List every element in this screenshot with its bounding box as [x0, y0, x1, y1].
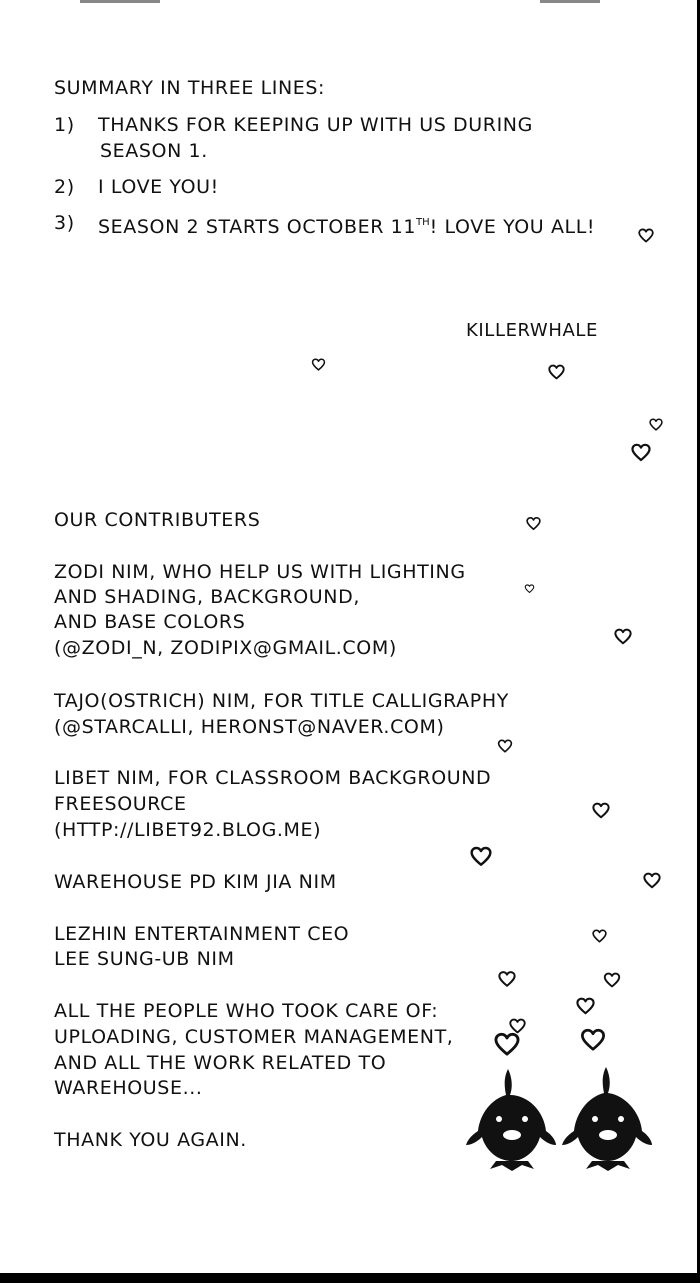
- contributor-line: UPLOADING, CUSTOMER MANAGEMENT,: [54, 1026, 454, 1048]
- summary-item-number: 2): [54, 176, 75, 198]
- heart-outline-icon: [494, 1032, 520, 1058]
- heart-outline-icon: [311, 358, 326, 372]
- heart-outline-icon: [642, 872, 662, 890]
- contributor-line: (HTTP://LIBET92.BLOG.ME): [54, 819, 322, 841]
- summary-item-number: 1): [54, 114, 75, 136]
- heart-outline-icon: [649, 418, 663, 432]
- heart-outline-icon: [526, 516, 541, 532]
- summary-item-text: SEASON 1.: [100, 140, 208, 162]
- contributor-line: (@ZODI_N, ZODIPIX@GMAIL.COM): [54, 637, 397, 659]
- contributor-line: AND ALL THE WORK RELATED TO: [54, 1052, 387, 1074]
- summary-item-number: 3): [54, 212, 75, 234]
- closing-line: THANK YOU AGAIN.: [54, 1129, 247, 1151]
- summary-item-text: I LOVE YOU!: [98, 176, 219, 198]
- heart-outline-icon: [614, 628, 632, 646]
- contributor-line: ZODI NIM, WHO HELP US WITH LIGHTING: [54, 561, 466, 583]
- contributors-heading: OUR CONTRIBUTERS: [54, 509, 261, 531]
- heart-outline-icon: [580, 1028, 606, 1053]
- contributor-line: LIBET NIM, FOR CLASSROOM BACKGROUND: [54, 767, 492, 789]
- summary-item-text: THANKS FOR KEEPING UP WITH US DURING: [98, 114, 533, 136]
- killer-whale-icon: [466, 1065, 558, 1177]
- contributor-line: (@STARCALLI, HERONST@NAVER.COM): [54, 716, 445, 738]
- summary-item-text-end: ! LOVE YOU ALL!: [429, 216, 596, 238]
- contributor-line: TAJO(OSTRICH) NIM, FOR TITLE CALLIGRAPHY: [54, 690, 509, 712]
- heart-outline-icon: [497, 739, 513, 754]
- heart-outline-icon: [603, 972, 621, 989]
- heart-outline-icon: [630, 443, 652, 463]
- summary-heading: SUMMARY IN THREE LINES:: [54, 77, 326, 99]
- heart-outline-icon: [470, 846, 492, 868]
- killer-whale-icon: [562, 1065, 654, 1177]
- heart-outline-icon: [638, 228, 654, 244]
- contributor-line: WAREHOUSE PD KIM JIA NIM: [54, 871, 337, 893]
- summary-item-text: [98, 211, 595, 239]
- ordinal-suffix: TH: [416, 217, 430, 228]
- heart-outline-icon: [576, 997, 595, 1016]
- contributor-line: LEZHIN ENTERTAINMENT CEO: [54, 923, 350, 945]
- heart-outline-icon: [592, 802, 610, 820]
- contributor-line: AND SHADING, BACKGROUND,: [54, 586, 360, 608]
- contributor-line: FREESOURCE: [54, 793, 187, 815]
- top-edge-mark: [540, 0, 600, 3]
- author-signature: KILLERWHALE: [466, 320, 598, 341]
- heart-outline-icon: [548, 364, 565, 381]
- contributor-line: WAREHOUSE...: [54, 1077, 203, 1099]
- contributor-line: LEE SUNG-UB NIM: [54, 948, 235, 970]
- contributor-line: AND BASE COLORS: [54, 611, 246, 633]
- summary-item-text-start: SEASON 2 STARTS OCTOBER 11: [98, 216, 417, 238]
- heart-outline-icon: [592, 929, 607, 944]
- contributor-line: ALL THE PEOPLE WHO TOOK CARE OF:: [54, 1000, 439, 1022]
- heart-outline-icon: [524, 584, 535, 594]
- top-edge-mark: [80, 0, 160, 3]
- heart-outline-icon: [498, 970, 516, 989]
